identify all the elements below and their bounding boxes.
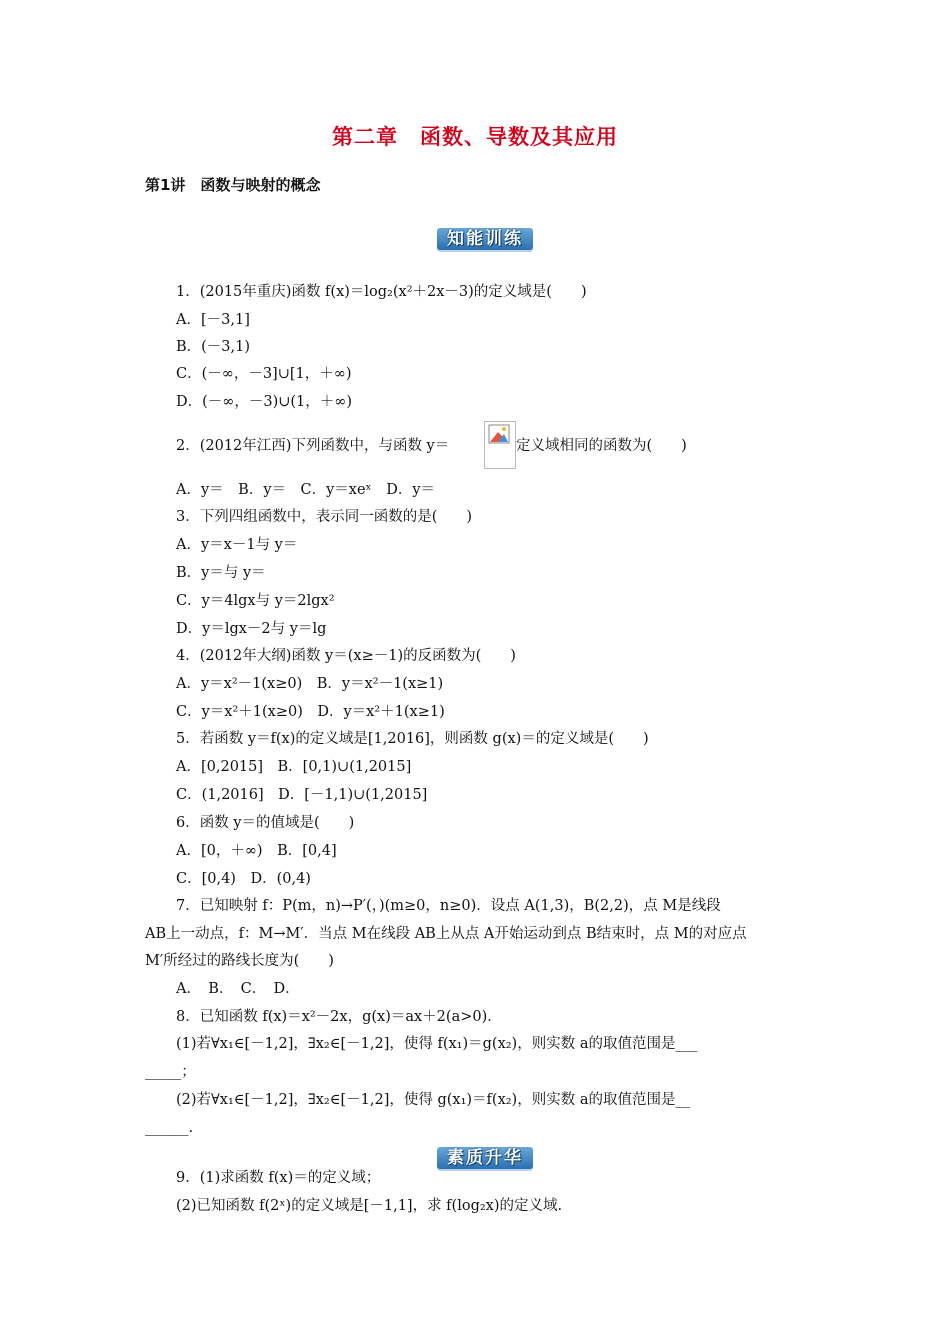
question-9-part-1: 9．(1)求函数 f(x)＝的定义域； xyxy=(176,1170,381,1186)
question-4: 4．(2012年大纲)函数 y＝(x≥－1)的反函数为( ) xyxy=(176,648,516,664)
question-6: 6．函数 y＝的值域是( ) xyxy=(176,815,355,831)
q8-part-1-blank: _____； xyxy=(145,1064,196,1080)
q8-part-2: (2)若∀x₁∈[－1,2]，∃x₂∈[－1,2]，使得 g(x₁)＝f(x₂)，则实数 a的取值范围是__ xyxy=(176,1092,690,1108)
q2-options: A．y＝ B．y＝ C．y＝xeˣ D．y＝ xyxy=(176,482,436,498)
q8-part-2-blank: ______. xyxy=(145,1120,194,1136)
q3-option-b: B．y＝与 y＝ xyxy=(176,565,266,581)
question-8: 8．已知函数 f(x)＝x²－2x，g(x)＝ax＋2(a>0)． xyxy=(176,1009,502,1025)
q1-option-d: D．(－∞，－3)∪(1，＋∞) xyxy=(176,394,353,410)
q1-option-a: A．[－3,1] xyxy=(176,312,250,328)
q7-options: A． B． C． D． xyxy=(176,981,300,997)
q4-options-ab: A．y＝x²－1(x≥0) B．y＝x²－1(x≥1) xyxy=(176,676,444,692)
question-5: 5．若函数 y＝f(x)的定义域是[1,2016]，则函数 g(x)＝的定义域是( ) xyxy=(176,731,649,747)
question-9-part-2: (2)已知函数 f(2ˣ)的定义域是[－1,1]，求 f(log₂x)的定义域. xyxy=(176,1198,563,1214)
q6-options-ab: A．[0，＋∞) B．[0,4] xyxy=(176,843,337,859)
q3-option-c: C．y＝4lgx与 y＝2lgx² xyxy=(176,593,335,609)
question-2-suffix: 定义域相同的函数为( ) xyxy=(516,438,687,454)
question-3: 3．下列四组函数中，表示同一函数的是( ) xyxy=(176,509,473,525)
question-7-line-1: 7．已知映射 f：P(m，n)→P′(，)(m≥0，n≥0)．设点 A(1,3)，B(2,2)，点 M是线段 xyxy=(176,898,721,914)
q3-option-d: D．y＝lgx－2与 y＝lg xyxy=(176,621,327,637)
question-7-line-3: M′所经过的路线长度为( ) xyxy=(145,953,334,969)
q6-options-cd: C．[0,4) D．(0,4) xyxy=(176,871,311,887)
lesson-title: 第1讲 函数与映射的概念 xyxy=(145,176,321,194)
chapter-title: 第二章 函数、导数及其应用 xyxy=(332,125,618,149)
question-7-line-2: AB上一动点，f：M→M′．当点 M在线段 AB上从点 A开始运动到点 B结束时，点 M的对应点 xyxy=(145,926,747,942)
q1-option-c: C．(－∞，－3]∪[1，＋∞) xyxy=(176,366,352,382)
question-1: 1．(2015年重庆)函数 f(x)＝log₂(x²＋2x－3)的定义域是( ) xyxy=(176,284,587,300)
q5-options-ab: A．[0,2015] B．[0,1)∪(1,2015] xyxy=(176,759,412,775)
q5-options-cd: C．(1,2016] D．[－1,1)∪(1,2015] xyxy=(176,787,428,803)
q8-part-1: (1)若∀x₁∈[－1,2]，∃x₂∈[－1,2]，使得 f(x₁)＝g(x₂)，则实数 a的取值范围是___ xyxy=(176,1036,698,1052)
broken-image-icon xyxy=(484,421,516,469)
question-2-prefix: 2．(2012年江西)下列函数中，与函数 y＝ xyxy=(176,438,450,454)
section-banner-training: 知能训练 xyxy=(437,228,533,250)
q1-option-b: B．(－3,1) xyxy=(176,339,251,355)
q4-options-cd: C．y＝x²＋1(x≥0) D．y＝x²＋1(x≥1) xyxy=(176,704,445,720)
section-banner-improvement: 素质升华 xyxy=(437,1147,533,1169)
q3-option-a: A．y＝x－1与 y＝ xyxy=(176,537,298,553)
